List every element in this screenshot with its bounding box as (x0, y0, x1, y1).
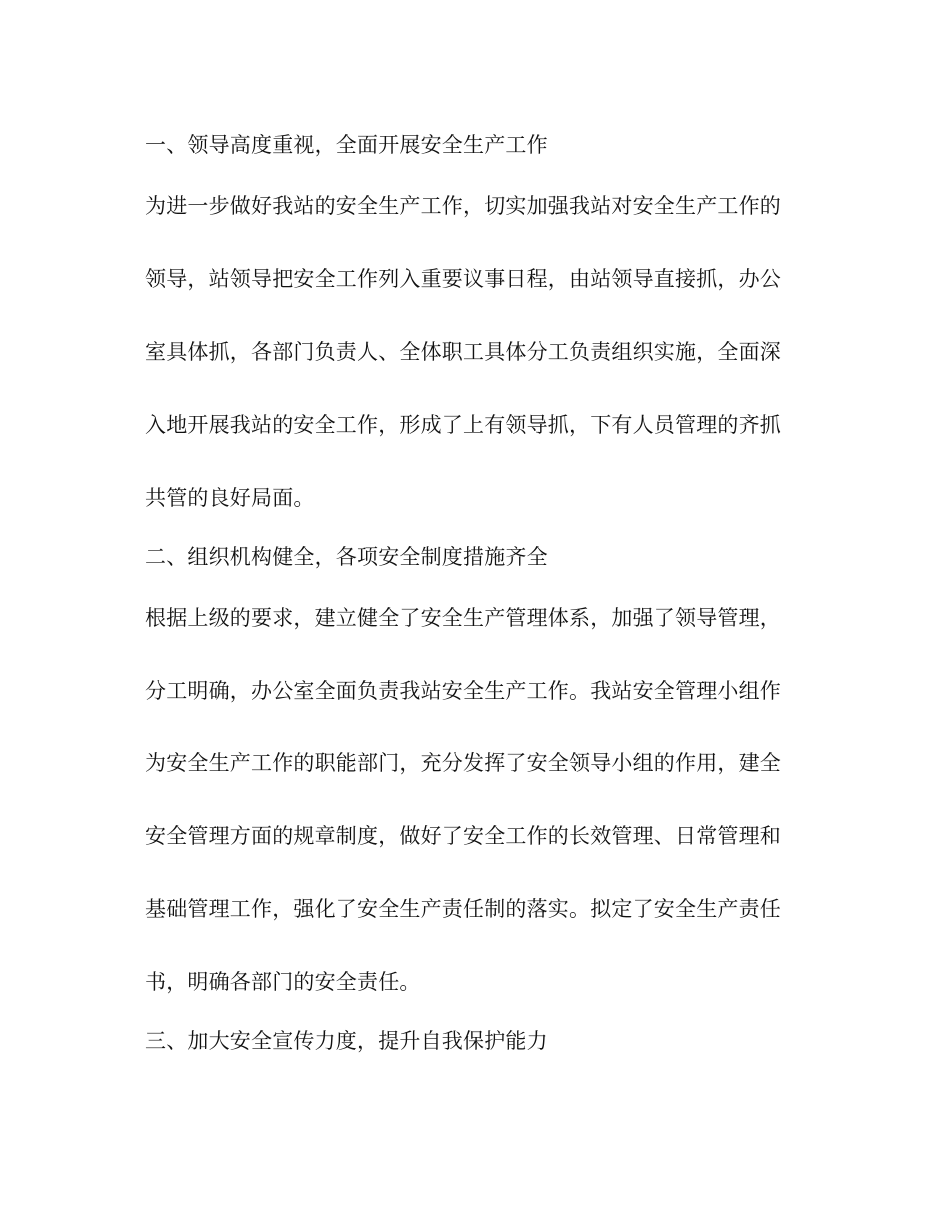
section-2-line-3: 为安全生产工作的职能部门，充分发挥了安全领导小组的作用，建全 (145, 751, 781, 775)
section-2-line-5: 基础管理工作，强化了安全生产责任制的落实。拟定了安全生产责任 (145, 897, 781, 921)
section-2-heading: 二、组织机构健全，各项安全制度措施齐全 (145, 545, 548, 569)
section-1-line-4: 入地开展我站的安全工作，形成了上有领导抓，下有人员管理的齐抓 (145, 413, 781, 437)
section-1-line-5: 共管的良好局面。 (145, 486, 315, 510)
section-2-line-2: 分工明确，办公室全面负责我站安全生产工作。我站安全管理小组作 (145, 679, 781, 703)
section-2-line-6: 书，明确各部门的安全责任。 (145, 970, 421, 994)
section-2-line-1: 根据上级的要求，建立健全了安全生产管理体系，加强了领导管理， (145, 606, 781, 630)
section-1-line-2: 领导，站领导把安全工作列入重要议事日程，由站领导直接抓，办公 (145, 267, 781, 291)
section-1-line-3: 室具体抓，各部门负责人、全体职工具体分工负责组织实施，全面深 (145, 340, 781, 364)
section-1-line-1: 为进一步做好我站的安全生产工作，切实加强我站对安全生产工作的 (145, 194, 781, 218)
section-1-heading: 一、领导高度重视，全面开展安全生产工作 (145, 133, 548, 157)
section-3-heading: 三、加大安全宣传力度，提升自我保护能力 (145, 1029, 548, 1053)
section-2-line-4: 安全管理方面的规章制度，做好了安全工作的长效管理、日常管理和 (145, 824, 781, 848)
